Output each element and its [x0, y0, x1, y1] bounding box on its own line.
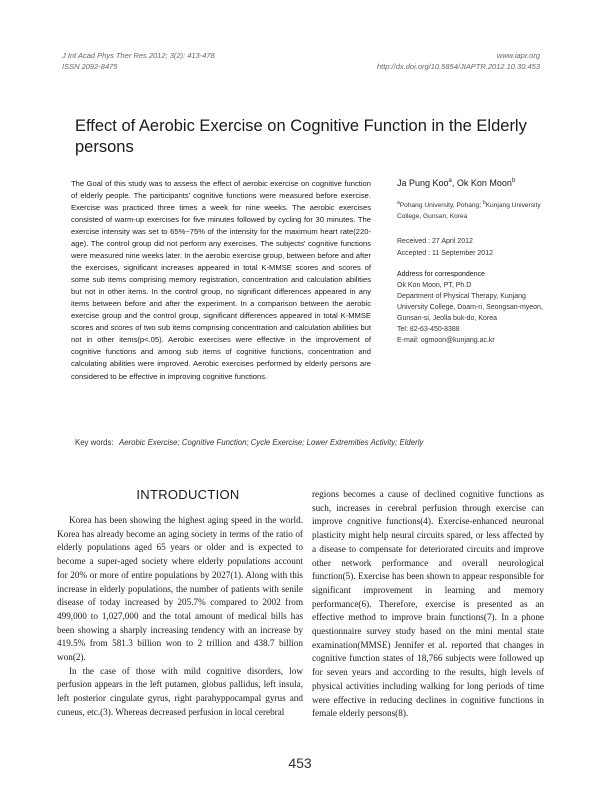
journal-website: www.iapr.org [496, 51, 540, 60]
abstract: The Goal of this study was to assess the effect of aerobic exercise on cognitive function of elderly people. The participants' cognitive functions were measured before exercise. Exercise was practiced three times a week for nine weeks. The aerobic exercises consisted of warm-up exercises for five minutes followed by cycling for 30 minutes. The exercise intensity was set to 65%~75% of the intensity for the maximum heart rate(220-age). The control group did not perform any exercises. The subjects' cognitive functions were measured nine weeks later. In the aerobic exercise group, between before and after the exercises, significant increases appeared in total K-MMSE scores and scores of some sub items comprising memory registration, concentration and calculation abilities but not in other items. In the control group, no significant differences appeared in any items between before and after the experiment. In a comparison between the aerobic exercise group and the control group, significant differences appeared in total K-MMSE scores and scores of two sub items comprising concentration and calculation abilities but not in other items(p<.05). Aerobic exercises were effective in the improvement of cognitive functions and among sub items of cognitive functions, concentration and calculating abilities were improved. Aerobic exercises performed by elderly persons are considered to be effective in improving cognitive functions. [71, 179, 371, 381]
author-2-sup: b [511, 178, 516, 184]
intro-left-column [57, 514, 303, 720]
affil-b: Kunjang University College, Gunsan, Korea [397, 202, 541, 221]
affil-sup-b: b [482, 200, 486, 206]
journal-citation: J Int Acad Phys Ther Res 2012; 3(2): 413-478 [62, 51, 215, 60]
affiliation [397, 198, 547, 222]
article-title: Effect of Aerobic Exercise on Cognitive Function in the Elderly persons [75, 117, 527, 156]
correspondence-address: Department of Physical Therapy, Kunjang University College, Doam-ri, Seongsan-myeon, Gunsan-si, Jeolla buk-do, Korea [397, 293, 543, 322]
journal-header-left [62, 50, 215, 72]
keywords-text: Aerobic Exercise; Cognitive Function; Cycle Exercise; Lower Extremities Activity; Elderly [119, 438, 424, 447]
intro-paragraph: In the case of those with mild cognitive disorders, low perfusion appears in the left putamen, globus pallidus, left insula, left posterior cingulate gyrus, right parahyppocampal gyrus and cuneus, etc.(3). Whereas decreased perfusion in local cerebral [57, 665, 303, 717]
doi-link: http://dx.doi.org/10.5854/JIAPTR.2012.10.30.453 [376, 62, 540, 71]
page-number: 453 [288, 755, 312, 771]
correspondence-tel: Tel: 82-63-450-8388 [397, 326, 460, 333]
author-separator: , [451, 178, 457, 188]
article-dates [397, 236, 547, 260]
author-2: Ok Kon Moon [456, 178, 512, 188]
accepted-date: Accepted : 11 September 2012 [397, 250, 493, 257]
author-1: Ja Pung Koo [397, 178, 449, 188]
journal-header-right [377, 50, 540, 72]
keywords-label: Key words: [75, 438, 114, 447]
correspondence-label: Address for correspondence [397, 271, 485, 278]
issn: ISSN 2092-8475 [62, 62, 118, 71]
affil-a: Pohang University, Pohang; [399, 202, 483, 210]
correspondence [397, 269, 547, 346]
intro-paragraph: Korea has been showing the highest aging speed in the world. Korea has already become an aging society in terms of the ratio of elderly populations aged 65 years or older and is expected to become a super-aged society where elderly populations account for 20% or more of entire populations by 2027(1). Along with this increase in elderly populations, the number of patients with senile disease of today increased by 205.7% compared to 2002 from 499,000 to 1,027,000 and the total amount of medical bills has been showing a sharply increasing tendency with an increase by 419.5% from 581.3 billion won to 2 trillion and 438.7 billion won(2). [57, 515, 303, 663]
intro-right-column [312, 488, 544, 721]
section-heading: INTRODUCTION [136, 487, 240, 502]
affil-sup-a: a [397, 200, 400, 206]
author-1-sup: a [448, 178, 452, 184]
intro-paragraph: regions becomes a cause of declined cognitive functions as such, increases in cerebral perfusion through exercise can improve cognitive functions(4). Exercise-enhanced neuronal plasticity might help neural circuits spared, or less affected by a disease to compensate for deteriorated circuits and improve other network performance and overall neurological function(5). Exercise has been shown to appear responsible for significant improvement in learning and memory performance(6). Therefore, exercise is presented as an effective method to improve brain functions(7). In a phone questionnaire survey study based on the mini mental state examination(MMSE) Jennifer et al. reported that changes in cognitive function states of 18,766 subjects were followed up for seven years and according to the results, high levels of physical activities including walking for long periods of time were effective in reducing declines in cognitive functions in female elderly persons(8). [312, 489, 544, 719]
correspondence-email: E-mail: ogmoon@kunjang.ac.kr [397, 337, 495, 344]
authors [397, 178, 547, 188]
correspondence-name: Ok Kon Moon, PT, Ph.D [397, 282, 472, 289]
received-date: Received : 27 April 2012 [397, 238, 473, 245]
